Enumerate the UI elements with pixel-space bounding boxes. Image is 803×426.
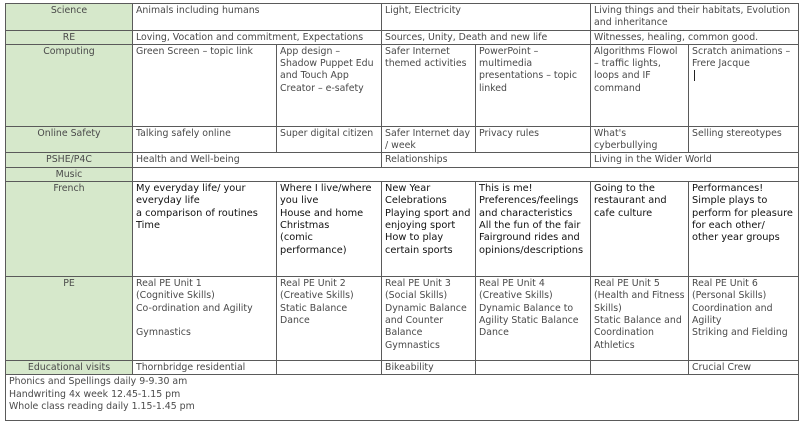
french-unit-3 bbox=[382, 182, 476, 277]
cell-line: Real PE Unit 6 bbox=[692, 278, 758, 290]
music-content bbox=[133, 167, 799, 181]
french-unit-5 bbox=[591, 182, 689, 277]
pe-unit-6 bbox=[689, 277, 799, 361]
online-safety-unit-3: Safer Internet day / week bbox=[382, 126, 476, 153]
subject-computing: Computing bbox=[6, 44, 133, 126]
cell-line: Athletics bbox=[594, 339, 635, 351]
note-phonics: Phonics and Spellings daily 9-9.30 am bbox=[9, 376, 188, 388]
french-unit-2 bbox=[277, 182, 382, 277]
visit-unit-6: Crucial Crew bbox=[689, 361, 799, 375]
computing-row bbox=[6, 44, 799, 126]
cell-line: a comparison of routines bbox=[136, 207, 258, 219]
cell-line: Gymnastics bbox=[136, 327, 191, 339]
cell-line: New Year Celebrations bbox=[385, 183, 447, 207]
cell-line: Dynamic Balance to Agility Static Balance bbox=[479, 302, 579, 326]
french-unit-1 bbox=[133, 182, 277, 277]
cell-line: Real PE Unit 1 bbox=[136, 278, 202, 290]
cell-line: (Health and Fitness Skills) bbox=[594, 290, 685, 314]
science-term-3: Living things and their habitats, Evolution and inheritance bbox=[591, 4, 799, 31]
cell-line: Real PE Unit 5 bbox=[594, 278, 660, 290]
cell-line: (Social Skills) bbox=[385, 290, 448, 302]
computing-unit-6-text: Scratch animations – Frere Jacque bbox=[692, 45, 791, 70]
visit-unit-4 bbox=[476, 361, 591, 375]
re-term-3: Witnesses, healing, common good. bbox=[591, 30, 799, 44]
french-unit-6 bbox=[689, 182, 799, 277]
subject-music: Music bbox=[6, 167, 133, 181]
online-safety-unit-6: Selling stereotypes bbox=[689, 126, 799, 153]
curriculum-table bbox=[5, 3, 799, 421]
cell-line: Simple plays to perform for pleasure for each other/ bbox=[692, 195, 793, 231]
subject-re: RE bbox=[6, 30, 133, 44]
cell-line: Real PE Unit 3 bbox=[385, 278, 451, 290]
subject-french: French bbox=[6, 182, 133, 277]
text-cursor bbox=[694, 70, 695, 81]
cell-line: Coordination and Agility bbox=[692, 302, 773, 326]
visit-unit-3: Bikeability bbox=[382, 361, 476, 375]
cell-line: Going to the restaurant and cafe culture bbox=[594, 183, 667, 219]
cell-line: Co-ordination and Agility bbox=[136, 302, 253, 314]
cell-line: Real PE Unit 2 bbox=[280, 278, 346, 290]
cell-line: This is me! bbox=[479, 183, 533, 195]
cell-line: My everyday life/ your everyday life bbox=[136, 183, 246, 207]
note-handwriting: Handwriting 4x week 12.45-1.15 pm bbox=[9, 388, 181, 400]
music-row bbox=[6, 167, 799, 181]
subject-pe: PE bbox=[6, 277, 133, 361]
pe-unit-2 bbox=[277, 277, 382, 361]
cell-line: other year groups bbox=[692, 232, 780, 244]
daily-notes bbox=[6, 375, 799, 421]
cell-line: Real PE Unit 4 bbox=[479, 278, 545, 290]
cell-line: Static Balance and Coordination bbox=[594, 314, 682, 339]
subject-visits: Educational visits bbox=[6, 361, 133, 375]
cell-line: Dance bbox=[479, 327, 509, 339]
pshe-term-3: Living in the Wider World bbox=[591, 153, 799, 167]
cell-line: Dance bbox=[280, 314, 310, 326]
visits-row bbox=[6, 361, 799, 375]
pshe-term-2: Relationships bbox=[382, 153, 591, 167]
cell-line: Static Balance bbox=[280, 302, 348, 314]
computing-unit-6[interactable] bbox=[689, 44, 799, 126]
cell-line: Striking and Fielding bbox=[692, 327, 788, 339]
online-safety-unit-2: Super digital citizen bbox=[277, 126, 382, 153]
online-safety-unit-5: What's cyberbullying bbox=[591, 126, 689, 153]
science-term-2: Light, Electricity bbox=[382, 4, 591, 31]
re-term-1: Loving, Vocation and commitment, Expectations bbox=[133, 30, 382, 44]
cell-line bbox=[136, 315, 273, 327]
online-safety-unit-1: Talking safely online bbox=[133, 126, 277, 153]
visit-unit-2 bbox=[277, 361, 382, 375]
french-unit-4 bbox=[476, 182, 591, 277]
cell-line: House and home bbox=[280, 207, 364, 219]
cell-line: (Creative Skills) bbox=[479, 290, 553, 302]
subject-science: Science bbox=[6, 4, 133, 31]
re-term-2: Sources, Unity, Death and new life bbox=[382, 30, 591, 44]
cell-line: (Cognitive Skills) bbox=[136, 290, 215, 302]
cell-line: (Personal Skills) bbox=[692, 290, 767, 302]
visit-unit-1: Thornbridge residential bbox=[133, 361, 277, 375]
pe-unit-1 bbox=[133, 277, 277, 361]
cell-line: Time bbox=[136, 219, 160, 231]
visit-unit-5 bbox=[591, 361, 689, 375]
notes-row bbox=[6, 375, 799, 421]
cell-line: Gymnastics bbox=[385, 339, 440, 351]
pe-unit-4 bbox=[476, 277, 591, 361]
cell-line: All the fun of the fair bbox=[479, 219, 581, 231]
pshe-row bbox=[6, 153, 799, 167]
cell-line: Christmas bbox=[280, 219, 330, 231]
cell-line: (Creative Skills) bbox=[280, 290, 354, 302]
pe-row bbox=[6, 277, 799, 361]
computing-unit-3: Safer Internet themed activities bbox=[382, 44, 476, 126]
pe-unit-5 bbox=[591, 277, 689, 361]
subject-online-safety: Online Safety bbox=[6, 126, 133, 153]
pshe-term-1: Health and Well-being bbox=[133, 153, 382, 167]
cell-line: Dynamic Balance and Counter Balance bbox=[385, 302, 467, 339]
online-safety-row bbox=[6, 126, 799, 153]
computing-unit-2: App design – Shadow Puppet Edu and Touch App Creator – e-safety bbox=[277, 44, 382, 126]
cell-line: Where I live/where you live bbox=[280, 183, 372, 207]
computing-unit-5: Algorithms Flowol – traffic lights, loops and IF command bbox=[591, 44, 689, 126]
re-row bbox=[6, 30, 799, 44]
science-row bbox=[6, 4, 799, 31]
cell-line: Fairground rides and opinions/descriptions bbox=[479, 232, 584, 256]
subject-pshe: PSHE/P4C bbox=[6, 153, 133, 167]
online-safety-unit-4: Privacy rules bbox=[476, 126, 591, 153]
science-term-1: Animals including humans bbox=[133, 4, 382, 31]
cell-line: Playing sport and enjoying sport bbox=[385, 207, 471, 231]
cell-line: Performances! bbox=[692, 183, 764, 195]
french-row bbox=[6, 182, 799, 277]
cell-line: Preferences/feelings and characteristics bbox=[479, 195, 579, 219]
curriculum-page bbox=[5, 3, 798, 421]
cell-line: How to play certain sports bbox=[385, 232, 453, 256]
cell-line: (comic performance) bbox=[280, 232, 347, 256]
computing-unit-1: Green Screen – topic link bbox=[133, 44, 277, 126]
computing-unit-4: PowerPoint – multimedia presentations – topic linked bbox=[476, 44, 591, 126]
note-reading: Whole class reading daily 1.15-1.45 pm bbox=[9, 400, 195, 412]
pe-unit-3 bbox=[382, 277, 476, 361]
